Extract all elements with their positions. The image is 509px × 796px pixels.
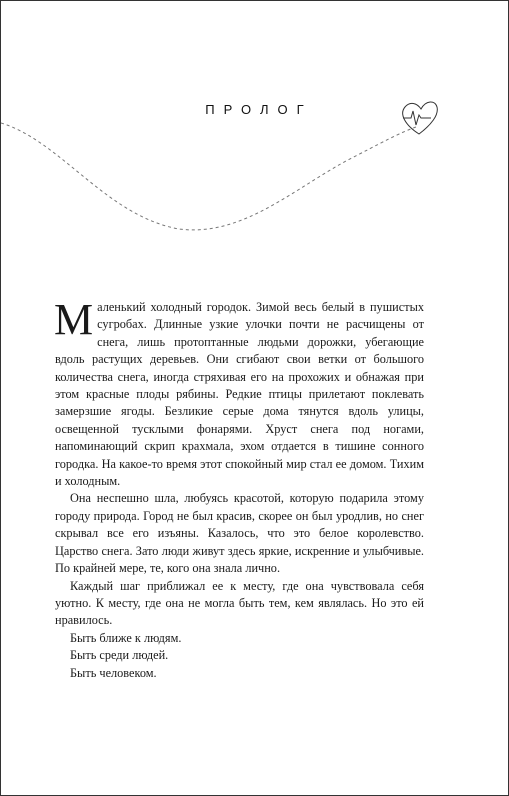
paragraph: Каждый шаг приближал ее к месту, где она чувствовала себя уютно. К месту, где она не могла быть тем, кем являлась. Но это ей нравилось. xyxy=(55,578,424,628)
paragraph: Быть человеком. xyxy=(70,665,157,680)
drop-cap: М xyxy=(54,295,94,344)
chapter-title: ПРОЛОГ xyxy=(205,102,313,117)
body-text xyxy=(54,295,424,682)
paragraph-text: аленький холодный городок. Зимой весь белый в пушистых сугробах. Длинные узкие улочки почти не расчищены от снега, лишь протоптанные людьми дорожки, убегающие вдоль растущих деревьев. Они сгибают свои ветки от большого количества снега, иногда стряхивая его на прохожих и обнажая при этом красные плоды рябины. Редкие птицы прилетают поклевать замерзшие ягоды. Безликие серые дома тянутся вдоль улицы, освещенной тусклыми фонарями. Хруст снега под ногами, напоминающий скрип крахмала, эхом отдается в тишине сонного городка. На какое-то время этот спокойный мир стал ее домом. Тихим и холодным. xyxy=(55,300,424,489)
paragraph xyxy=(54,295,424,490)
dashed-path-decoration xyxy=(1,1,508,261)
paragraph: Она неспешно шла, любуясь красотой, которую подарила этому городу природа. Город не был красив, скорее он был уродлив, но снег скрывал все его изъяны. Казалось, что это белое королевство. Царство снега. Зато люди живут здесь яркие, искренние и улыбчивые. По крайней мере, те, кого она знала лично. xyxy=(55,491,424,576)
paragraph: Быть среди людей. xyxy=(70,648,169,663)
paragraph: Быть ближе к людям. xyxy=(70,630,182,645)
